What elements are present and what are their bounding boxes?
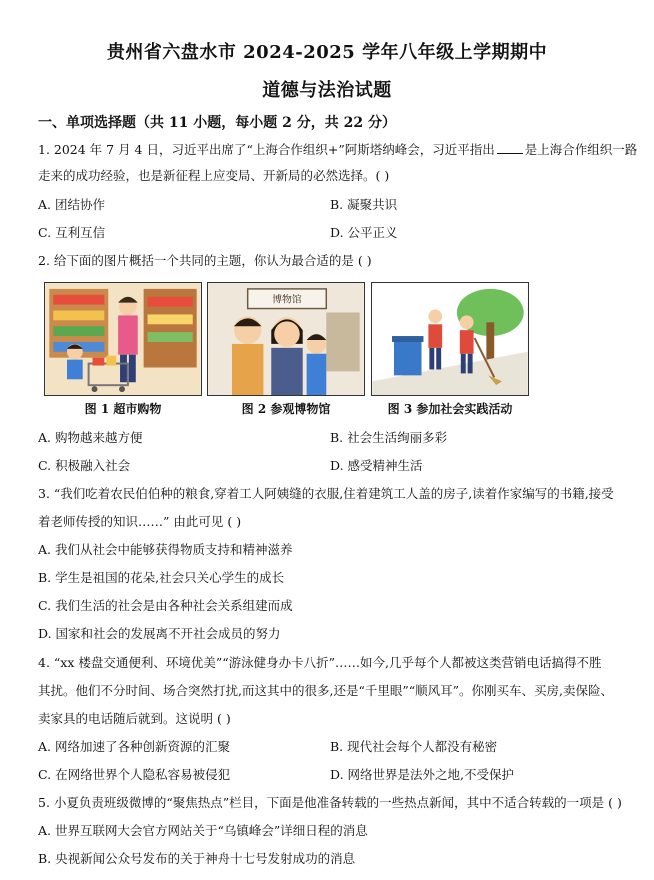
q1-option-d: D. 公平正义	[330, 225, 398, 240]
q4-option-c: C. 在网络世界个人隐私容易被侵犯	[38, 767, 231, 782]
museum-sign: 博物馆	[272, 294, 302, 306]
q1-option-a: A. 团结协作	[38, 197, 105, 212]
q4-option-d: D. 网络世界是法外之地,不受保护	[330, 767, 514, 782]
figure-3-volunteering	[371, 282, 529, 396]
exam-subtitle: 道德与法治试题	[262, 80, 392, 101]
q4-option-b: B. 现代社会每个人都没有秘密	[330, 739, 498, 754]
q1-option-c: C. 互利互信	[38, 225, 106, 240]
q1-stem-line1	[38, 141, 637, 158]
q2-option-c: C. 积极融入社会	[38, 458, 131, 473]
volunteer-illustration	[372, 283, 528, 395]
q5-stem: 5. 小夏负责班级微博的“聚焦热点”栏目，下面是他准备转载的一些热点新闻，其中不适合转载的一项是 ( )	[38, 795, 622, 810]
q4-stem-line1: 4. “xx 楼盘交通便利、环境优美”“游泳健身办卡八折”……如今,几乎每个人都被这类营销电话搞得不胜	[38, 655, 602, 670]
q4-stem-line3: 卖家具的电话随后就到。这说明 ( )	[38, 711, 231, 726]
q2-option-d: D. 感受精神生活	[330, 458, 423, 473]
q3-stem-line2: 着老师传授的知识……” 由此可见 ( )	[38, 514, 242, 529]
supermarket-illustration	[45, 283, 201, 395]
q3-option-a: A. 我们从社会中能够获得物质支持和精神滋养	[38, 542, 293, 557]
q5-option-b: B. 央视新闻公众号发布的关于神舟十七号发射成功的消息	[38, 851, 356, 866]
q3-option-d: D. 国家和社会的发展离不开社会成员的努力	[38, 626, 281, 641]
q4-option-a: A. 网络加速了各种创新资源的汇聚	[38, 739, 230, 754]
museum-illustration	[208, 283, 364, 395]
figure-1-caption: 图 1 超市购物	[84, 402, 162, 416]
q3-option-b: B. 学生是祖国的花朵,社会只关心学生的成长	[38, 570, 285, 585]
q1-answer-blank	[497, 141, 523, 154]
q2-option-a: A. 购物越来越方便	[38, 430, 143, 445]
q4-stem-line2: 其扰。他们不分时间、场合突然打扰,而这其中的很多,还是“千里眼”“顺风耳”。你刚买车、买房,卖保险、	[38, 683, 613, 698]
figure-2-museum	[207, 282, 365, 396]
exam-title: 贵州省六盘水市 2024-2025 学年八年级上学期期中	[106, 42, 548, 63]
q5-option-a: A. 世界互联网大会官方网站关于“乌镇峰会”详细日程的消息	[38, 823, 368, 838]
figure-1-supermarket	[44, 282, 202, 396]
section-heading: 一、单项选择题（共 11 小题，每小题 2 分，共 22 分）	[38, 115, 396, 131]
figure-2-caption: 图 2 参观博物馆	[241, 402, 331, 416]
q2-option-b: B. 社会生活绚丽多彩	[330, 430, 448, 445]
q2-stem: 2. 给下面的图片概括一个共同的主题，你认为最合适的是 ( )	[38, 253, 372, 268]
q1-option-b: B. 凝聚共识	[330, 197, 398, 212]
q1-stem-part-a: 1. 2024 年 7 月 4 日，习近平出席了“上海合作组织+”阿斯塔纳峰会，习近平指出	[38, 142, 495, 157]
q3-option-c: C. 我们生活的社会是由各种社会关系组建而成	[38, 598, 293, 613]
q1-stem-line2: 走来的成功经验，也是新征程上应变局、开新局的必然选择。( )	[38, 168, 390, 183]
q1-stem-part-b: 是上海合作组织一路	[524, 142, 638, 157]
figure-3-caption: 图 3 参加社会实践活动	[387, 402, 513, 416]
q3-stem-line1: 3. “我们吃着农民伯伯种的粮食,穿着工人阿姨缝的衣服,住着建筑工人盖的房子,读着作家编写的书籍,接受	[38, 486, 614, 501]
